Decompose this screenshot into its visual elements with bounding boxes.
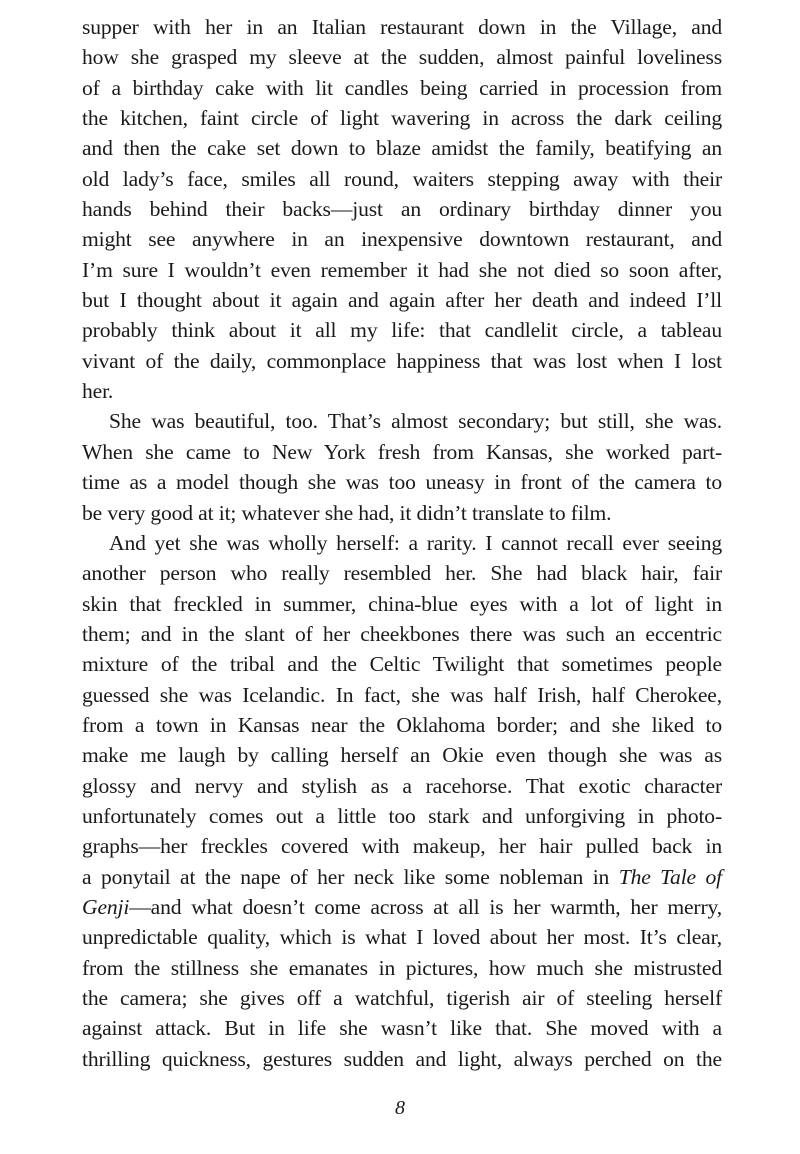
text-run: time as a model though she was too uneasy in front of the camera to bbox=[82, 470, 722, 495]
text-run: but I thought about it again and again after her death and indeed I’ll bbox=[82, 288, 722, 313]
text-line bbox=[82, 983, 722, 1013]
text-run: and then the cake set down to blaze amidst the family, beatifying an bbox=[82, 136, 722, 161]
text-run: be very good at it; whatever she had, it didn’t translate to film. bbox=[82, 500, 612, 525]
text-run: glossy and nervy and stylish as a racehorse. That exotic character bbox=[82, 773, 722, 798]
text-line bbox=[82, 1013, 722, 1043]
italic-title-text: The Tale of bbox=[618, 864, 722, 889]
text-run: vivant of the daily, commonplace happiness that was lost when I lost bbox=[82, 348, 722, 373]
text-line bbox=[82, 922, 722, 952]
text-run: When she came to New York fresh from Kansas, she worked part- bbox=[82, 439, 722, 464]
text-run: supper with her in an Italian restaurant down in the Village, and bbox=[82, 15, 722, 39]
text-run: her. bbox=[82, 379, 114, 404]
text-line bbox=[82, 376, 722, 406]
text-line bbox=[82, 73, 722, 103]
text-line bbox=[82, 42, 722, 72]
text-run: from a town in Kansas near the Oklahoma border; and she liked to bbox=[82, 712, 722, 737]
text-line bbox=[82, 194, 722, 224]
text-line bbox=[82, 862, 722, 892]
text-line bbox=[82, 558, 722, 588]
paragraph bbox=[82, 406, 722, 527]
text-run: how she grasped my sleeve at the sudden, almost painful loveliness bbox=[82, 45, 722, 70]
text-line bbox=[82, 831, 722, 861]
text-line bbox=[82, 164, 722, 194]
text-run: unfortunately comes out a little too stark and unforgiving in photo- bbox=[82, 803, 722, 828]
text-run: graphs—her freckles covered with makeup, her hair pulled back in bbox=[82, 834, 722, 859]
text-run: a ponytail at the nape of her neck like some nobleman in bbox=[82, 864, 619, 889]
text-run: skin that freckled in summer, china-blue eyes with a lot of light in bbox=[82, 591, 722, 616]
text-line bbox=[82, 953, 722, 983]
book-page-body bbox=[82, 12, 722, 1074]
text-run: I’m sure I wouldn’t even remember it had she not died so soon after, bbox=[82, 257, 722, 282]
italic-title-text: Genji bbox=[82, 894, 130, 919]
text-line bbox=[82, 1044, 722, 1074]
page-number: 8 bbox=[395, 1097, 405, 1119]
text-run: unpredictable quality, which is what I loved about her most. It’s clear, bbox=[82, 925, 722, 950]
text-line bbox=[82, 619, 722, 649]
text-run: guessed she was Icelandic. In fact, she was half Irish, half Cherokee, bbox=[82, 682, 722, 707]
text-run: the kitchen, faint circle of light wavering in across the dark ceiling bbox=[82, 106, 722, 131]
text-run: the camera; she gives off a watchful, tigerish air of steeling herself bbox=[82, 986, 722, 1010]
text-run: of a birthday cake with lit candles being carried in procession from bbox=[82, 75, 722, 100]
text-run: mixture of the tribal and the Celtic Twilight that sometimes people bbox=[82, 652, 722, 677]
text-line bbox=[82, 801, 722, 831]
text-run: She was beautiful, too. That’s almost secondary; but still, she was. bbox=[109, 409, 722, 434]
text-line bbox=[82, 589, 722, 619]
text-run: probably think about it all my life: that candlelit circle, a tableau bbox=[82, 318, 722, 343]
text-run: hands behind their backs—just an ordinary birthday dinner you bbox=[82, 197, 722, 222]
text-line bbox=[82, 133, 722, 163]
text-run: thrilling quickness, gestures sudden and light, always perched on the bbox=[82, 1046, 722, 1071]
text-run: another person who really resembled her. She had black hair, fair bbox=[82, 561, 722, 586]
text-line bbox=[82, 649, 722, 679]
text-line bbox=[82, 346, 722, 376]
text-line bbox=[82, 315, 722, 345]
text-run: against attack. But in life she wasn’t like that. She moved with a bbox=[82, 1016, 722, 1041]
paragraph bbox=[82, 528, 722, 1074]
text-line bbox=[82, 406, 722, 436]
text-line bbox=[82, 12, 722, 42]
text-line bbox=[82, 771, 722, 801]
text-line bbox=[82, 103, 722, 133]
text-line bbox=[82, 680, 722, 710]
paragraph bbox=[82, 12, 722, 406]
text-line bbox=[82, 285, 722, 315]
text-line bbox=[82, 892, 722, 922]
text-line bbox=[82, 467, 722, 497]
text-line bbox=[82, 710, 722, 740]
text-line bbox=[82, 224, 722, 254]
text-run: —and what doesn’t come across at all is her warmth, her merry, bbox=[129, 894, 722, 919]
text-line bbox=[82, 498, 722, 528]
text-line bbox=[82, 255, 722, 285]
text-line bbox=[82, 528, 722, 558]
text-run: make me laugh by calling herself an Okie even though she was as bbox=[82, 743, 722, 768]
text-run: from the stillness she emanates in pictures, how much she mistrusted bbox=[82, 955, 722, 980]
text-line bbox=[82, 437, 722, 467]
text-line bbox=[82, 740, 722, 770]
text-run: And yet she was wholly herself: a rarity. I cannot recall ever seeing bbox=[109, 530, 722, 555]
text-run: them; and in the slant of her cheekbones there was such an eccentric bbox=[82, 621, 722, 646]
text-run: might see anywhere in an inexpensive downtown restaurant, and bbox=[82, 227, 722, 252]
text-run: old lady’s face, smiles all round, waiters stepping away with their bbox=[82, 166, 722, 191]
